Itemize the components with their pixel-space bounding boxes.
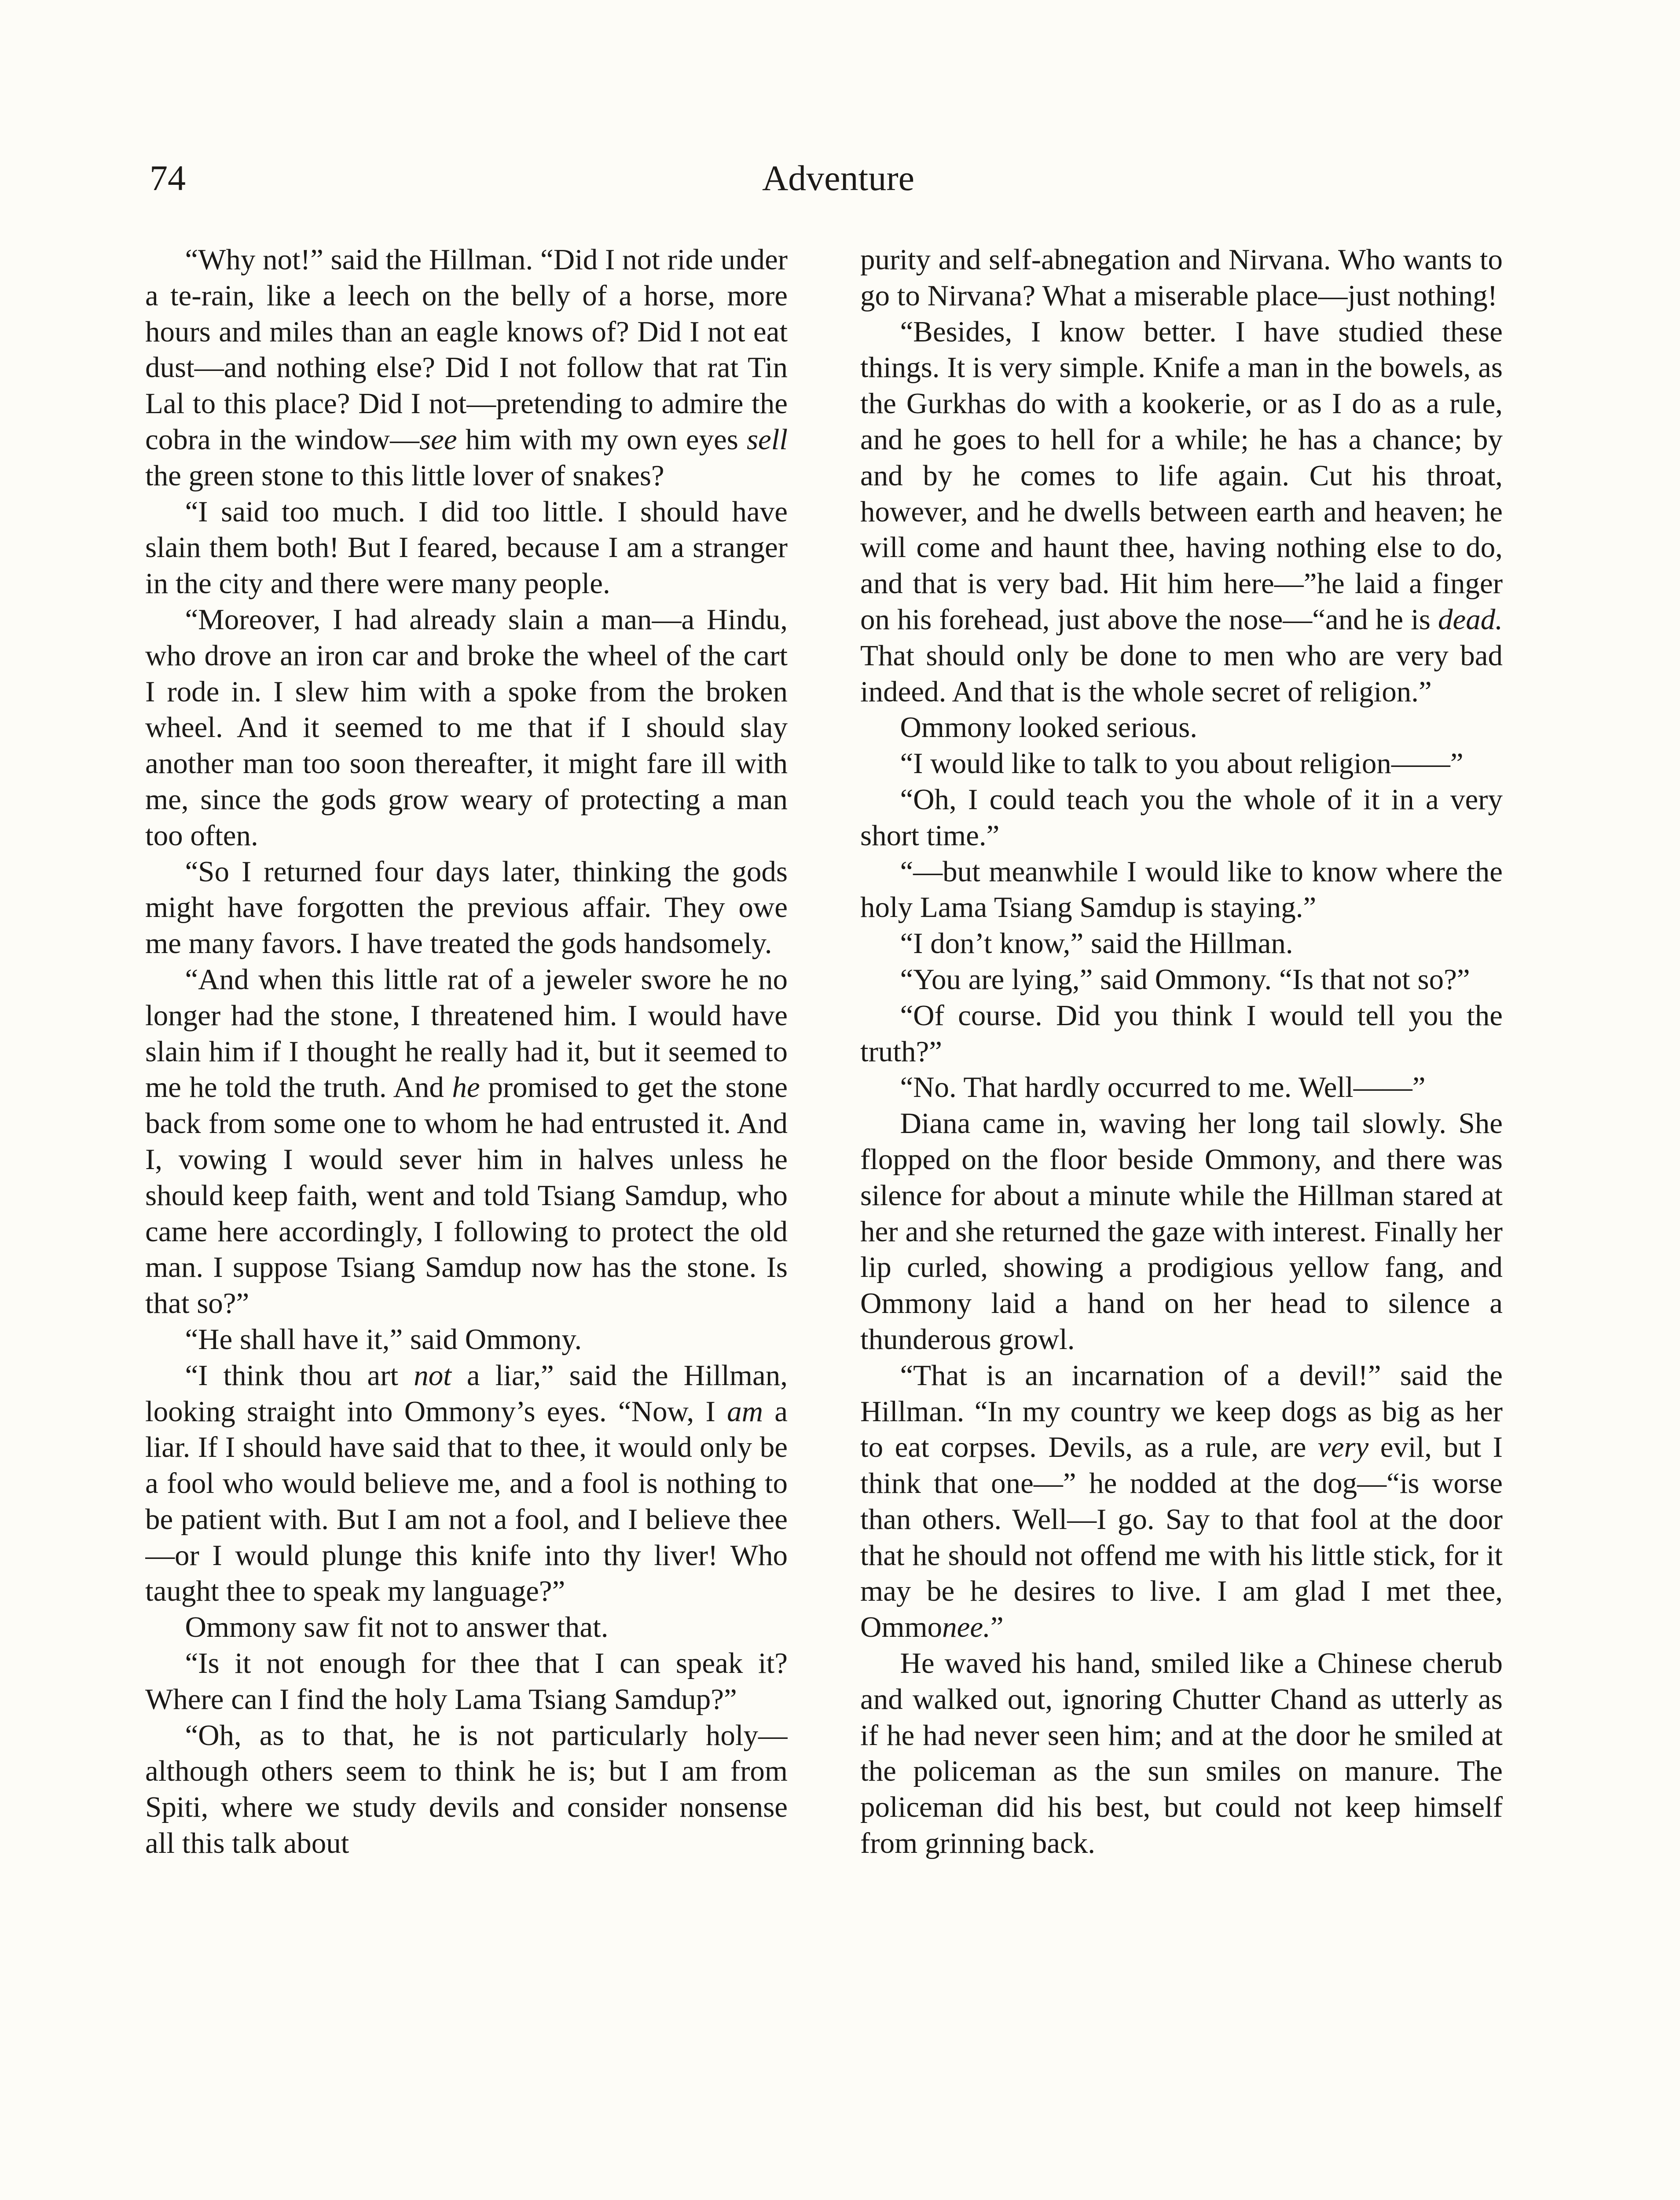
paragraph: He waved his hand, smiled like a Chinese cherub and walked out, ignoring Chutter Chand as utterly as if he had never seen him; and at the door he smiled at the policeman as the sun smiles on manure. The policeman did his best, but could not keep himself from grinning back. [860, 1647, 1503, 1860]
paragraph: Diana came in, waving her long tail slowly. She flopped on the floor beside Ommony, and there was silence for about a minute while the Hillman stared at her and she returned the gaze with interest. Finally her lip curled, showing a prodigious yellow fang, and Ommony laid a hand on her head to silence a thunderous growl. [860, 1107, 1503, 1356]
paragraph: “That is an incarnation of a devil!” said the Hillman. “In my country we keep dogs as big as her to eat corpses. Devils, as a rule, are very evil, but I think that one—” he nodded at the dog—“is worse than others. Well—I go. Say to that fool at the door that he should not offend me with his little stick, for it may be he desires to live. I am glad I met thee, Ommonee.” [860, 1359, 1503, 1644]
paragraph: “I don’t know,” said the Hillman. [900, 927, 1293, 960]
paragraph: “Oh, I could teach you the whole of it in a very short time.” [860, 783, 1503, 852]
paragraph: “Is it not enough for thee that I can speak it? Where can I find the holy Lama Tsiang Samdup?” [145, 1647, 788, 1716]
paragraph: “No. That hardly occurred to me. Well——” [900, 1071, 1426, 1104]
paragraph: “I think thou art not a liar,” said the Hillman, looking straight into Ommony’s eyes. “Now, I am a liar. If I should have said that to thee, it would only be a fool who would believe me, and a fool is nothing to be patient with. But I am not a fool, and I believe thee—or I would plunge this knife into thy liver! Who taught thee to speak my language?” [145, 1359, 788, 1608]
paragraph: “—but meanwhile I would like to know where the holy Lama Tsiang Samdup is staying.” [860, 855, 1503, 924]
paragraph: Ommony looked serious. [900, 711, 1197, 744]
paragraph: “He shall have it,” said Ommony. [185, 1323, 582, 1356]
running-title: Adventure [762, 158, 915, 198]
paragraph: “I said too much. I did too little. I should have slain them both! But I feared, because I am a stranger in the city and there were many people. [145, 495, 788, 600]
paragraph: “Of course. Did you think I would tell you the truth?” [860, 999, 1503, 1068]
paragraph: “Moreover, I had already slain a man—a Hindu, who drove an iron car and broke the wheel of the cart I rode in. I slew him with a spoke from the broken wheel. And it seemed to me that if I should slay another man too soon thereafter, it might fare ill with me, since the gods grow weary of protecting a man too often. [145, 603, 788, 852]
paragraph: “Why not!” said the Hillman. “Did I not ride under a te-rain, like a leech on the belly of a horse, more hours and miles than an eagle knows of? Did I not eat dust—and nothing else? Did I not follow that rat Tin Lal to this place? Did I not—pretending to admire the cobra in the window—see him with my own eyes sell the green stone to this little lover of snakes? [145, 243, 788, 492]
paragraph: “Besides, I know better. I have studied these things. It is very simple. Knife a man in the bowels, as the Gurkhas do with a kookerie, or as I do as a rule, and he goes to hell for a while; he has a chance; by and by he comes to life again. Cut his throat, however, and he dwells between earth and heaven; he will come and haunt thee, having nothing else to do, and that is very bad. Hit him here—”he laid a finger on his forehead, just above the nose—“and he is dead. That should only be done to men who are very bad indeed. And that is the whole secret of religion.” [860, 315, 1503, 708]
left-column [145, 242, 788, 2200]
page-number: 74 [150, 158, 186, 198]
paragraph: “Oh, as to that, he is not particularly holy—although others seem to think he is; but I am from Spiti, where we study devils and consider nonsense all this talk about [145, 1719, 788, 1860]
page-header [150, 145, 1527, 211]
paragraph: “I would like to talk to you about religion——” [900, 747, 1464, 780]
paragraph: “You are lying,” said Ommony. “Is that not so?” [900, 963, 1470, 996]
paragraph: “So I returned four days later, thinking the gods might have forgotten the previous affair. They owe me many favors. I have treated the gods handsomely. [145, 855, 788, 960]
right-column [860, 242, 1503, 2200]
paragraph: Ommony saw fit not to answer that. [185, 1611, 609, 1644]
paragraph-continued: purity and self-abnegation and Nirvana. Who wants to go to Nirvana? What a miserable place—just nothing! [860, 243, 1503, 312]
paragraph: “And when this little rat of a jeweler swore he no longer had the stone, I threatened him. I would have slain him if I thought he really had it, but it seemed to me he told the truth. And he promised to get the stone back from some one to whom he had entrusted it. And I, vowing I would sever him in halves unless he should keep faith, went and told Tsiang Samdup, who came here accordingly, I following to protect the old man. I suppose Tsiang Samdup now has the stone. Is that so?” [145, 963, 788, 1320]
